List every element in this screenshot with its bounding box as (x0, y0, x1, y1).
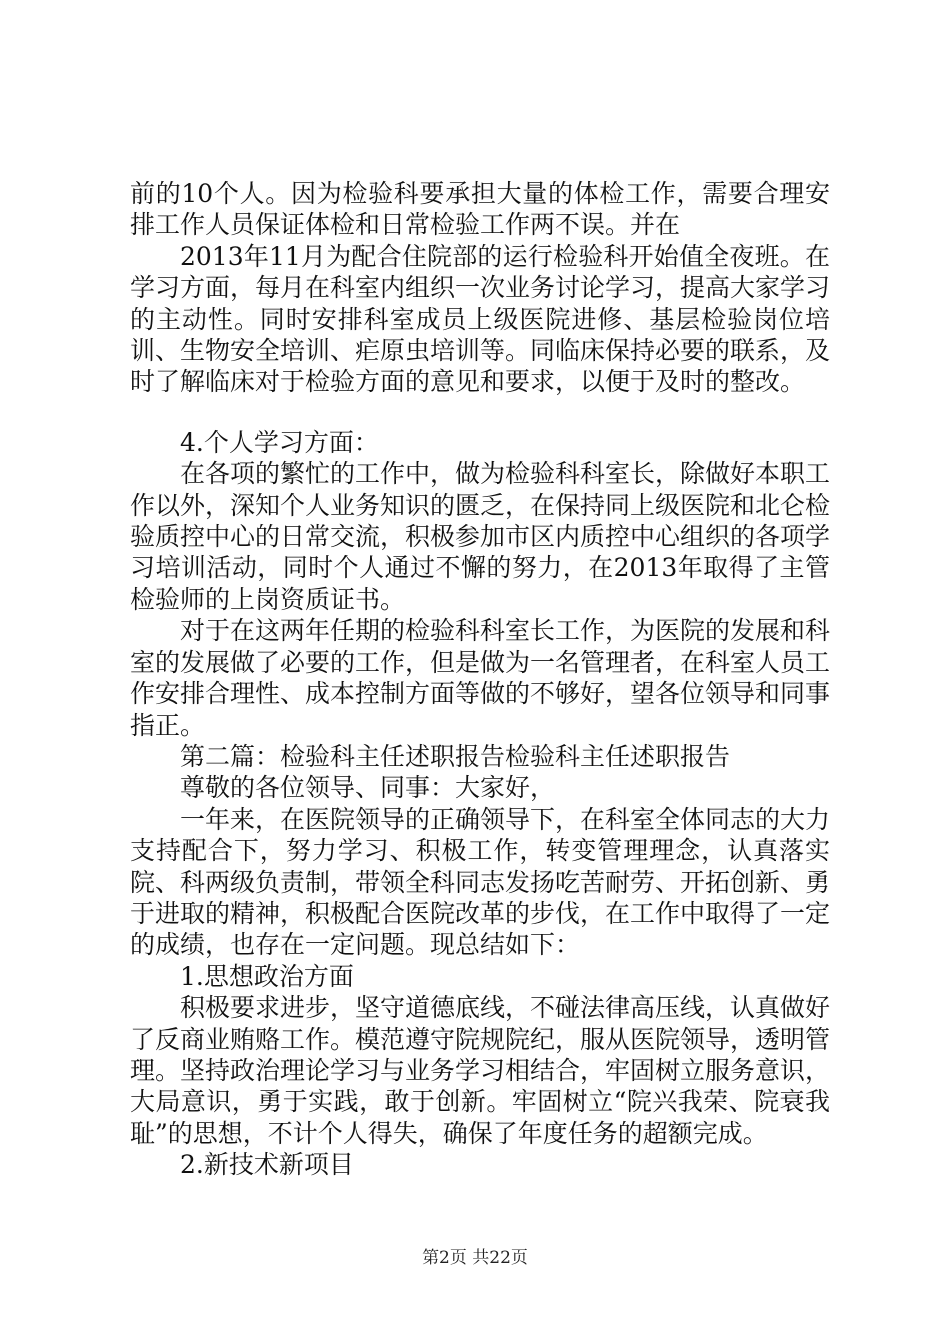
section-heading-personal-study: 4.个人学习方面： (180, 427, 379, 457)
page-number-footer: 第2页 共22页 (422, 1248, 528, 1268)
document-body (130, 178, 830, 1181)
section-heading-new-tech: 2.新技术新项目 (180, 1150, 354, 1180)
paragraph-1: 前的10个人。因为检验科要承担大量的体检工作，需要合理安排工作人员保证体检和日常检验工作两不误。并在 (130, 179, 830, 240)
part-two-title: 第二篇：检验科主任述职报告检验科主任述职报告 (180, 741, 731, 771)
salutation: 尊敬的各位领导、同事：大家好， (180, 773, 556, 803)
section-heading-politics: 1.思想政治方面 (180, 961, 354, 991)
paragraph-4: 对于在这两年任期的检验科科室长工作，为医院的发展和科室的发展做了必要的工作，但是做为一名管理者，在科室人员工作安排合理性、成本控制方面等做的不够好，望各位领导和同事指正。 (130, 616, 831, 740)
paragraph-2: 2013年11月为配合住院部的运行检验科开始值全夜班。在学习方面，每月在科室内组织一次业务讨论学习，提高大家学习的主动性。同时安排科室成员上级医院进修、基层检验岗位培训、生物安全培训、疟原虫培训等。同临床保持必要的联系，及时了解临床对于检验方面的意见和要求，以便于及时的整改。 (130, 241, 831, 397)
paragraph-6: 积极要求进步，坚守道德底线，不碰法律高压线，认真做好了反商业贿赂工作。模范遵守院规院纪，服从医院领导，透明管理。坚持政治理论学习与业务学习相结合，牢固树立服务意识，大局意识，勇于实践，敢于创新。牢固树立“院兴我荣、院衰我耻”的思想，不计个人得失，确保了年度任务的超额完成。 (130, 993, 831, 1148)
paragraph-3: 在各项的繁忙的工作中，做为检验科科室长，除做好本职工作以外，深知个人业务知识的匮乏，在保持同上级医院和北仑检验质控中心的日常交流，积极参加市区内质控中心组织的各项学习培训活动，同时个人通过不懈的努力，在2013年取得了主管检验师的上岗资质证书。 (130, 459, 831, 614)
paragraph-5: 一年来，在医院领导的正确领导下，在科室全体同志的大力支持配合下，努力学习、积极工作，转变管理理念，认真落实院、科两级负责制，带领全科同志发扬吃苦耐劳、开拓创新、勇于进取的精神，积极配合医院改革的步伐，在工作中取得了一定的成绩，也存在一定问题。现总结如下： (130, 804, 831, 960)
